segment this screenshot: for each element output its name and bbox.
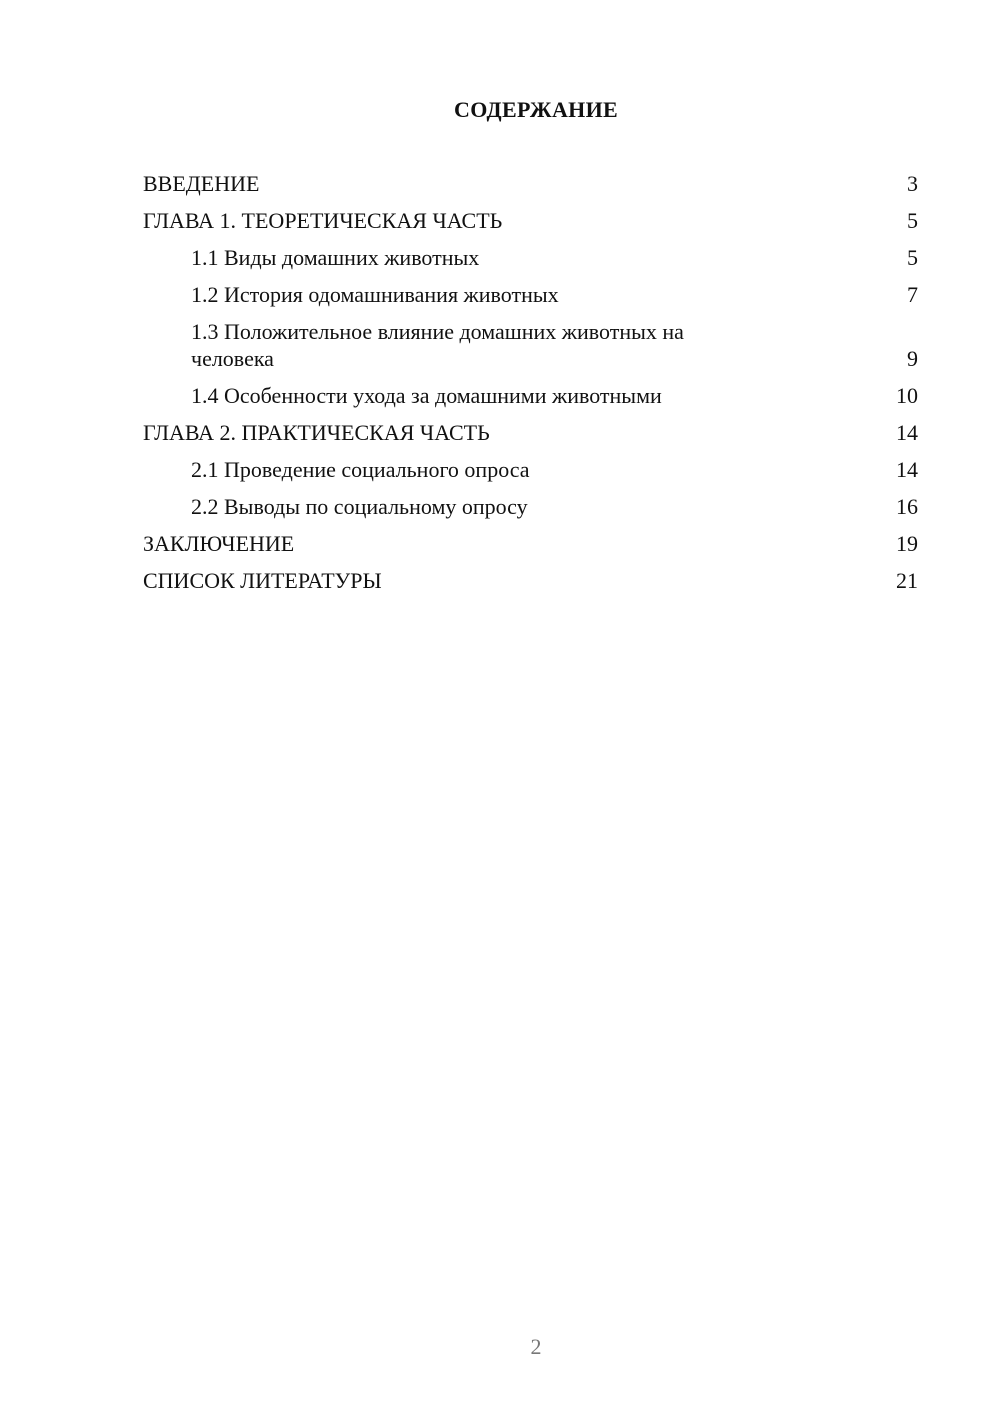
- toc-entry-section-1-1: [143, 244, 918, 271]
- toc-entry-page: 14: [896, 457, 918, 482]
- toc-entry-chapter-1: [143, 207, 918, 234]
- toc-entry-section-1-2: [143, 281, 918, 308]
- toc-entry-introduction: [143, 170, 918, 197]
- toc-entry-text: ВВЕДЕНИЕ: [143, 171, 260, 196]
- toc-entry-section-1-3: [143, 318, 918, 372]
- toc-entry-text: ГЛАВА 1. ТЕОРЕТИЧЕСКАЯ ЧАСТЬ: [143, 208, 503, 233]
- toc-entry-page: 5: [907, 245, 918, 270]
- toc-entry-section-1-4: [143, 382, 918, 409]
- toc-entry-references: [143, 567, 918, 594]
- toc-entry-page: 10: [896, 383, 918, 408]
- toc-entry-page: 7: [907, 282, 918, 307]
- toc-entry-page: 9: [907, 346, 918, 371]
- toc-entry-page: 5: [907, 208, 918, 233]
- toc-entry-text: 2.1 Проведение социального опроса: [191, 457, 530, 482]
- page-title: СОДЕРЖАНИЕ: [454, 97, 618, 122]
- toc-entry-page: 3: [907, 171, 918, 196]
- toc-entry-text: ГЛАВА 2. ПРАКТИЧЕСКАЯ ЧАСТЬ: [143, 420, 490, 445]
- toc-entry-text: 1.3 Положительное влияние домашних животных на человека: [191, 319, 684, 371]
- toc-entry-page: 14: [896, 420, 918, 445]
- table-of-contents: [143, 170, 918, 604]
- toc-entry-text: СПИСОК ЛИТЕРАТУРЫ: [143, 568, 382, 593]
- toc-entry-text: 1.1 Виды домашних животных: [191, 245, 480, 270]
- toc-entry-section-2-1: [143, 456, 918, 483]
- toc-entry-page: 21: [896, 568, 918, 593]
- toc-entry-text: 1.2 История одомашнивания животных: [191, 282, 559, 307]
- toc-entry-page: 19: [896, 531, 918, 556]
- toc-entry-text: 2.2 Выводы по социальному опросу: [191, 494, 528, 519]
- page-number: 2: [530, 1334, 542, 1359]
- toc-entry-section-2-2: [143, 493, 918, 520]
- toc-entry-page: 16: [896, 494, 918, 519]
- toc-entry-chapter-2: [143, 419, 918, 446]
- toc-entry-text: 1.4 Особенности ухода за домашними животными: [191, 383, 662, 408]
- toc-entry-conclusion: [143, 530, 918, 557]
- toc-entry-text: ЗАКЛЮЧЕНИЕ: [143, 531, 295, 556]
